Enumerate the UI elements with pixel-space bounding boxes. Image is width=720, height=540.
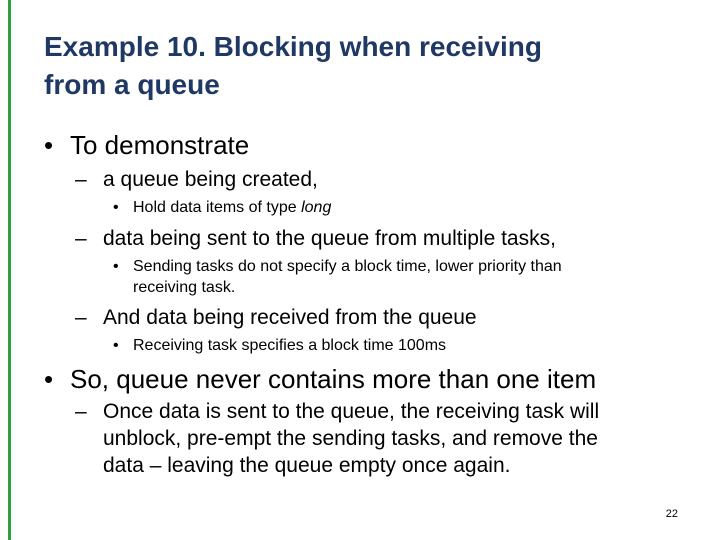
bullet-l1 xyxy=(44,364,596,394)
bullet-marker: • xyxy=(44,364,54,394)
bullet-text-prefix: Hold data items of type xyxy=(133,199,302,216)
bullet-l3 xyxy=(113,256,562,298)
bullet-marker: – xyxy=(75,227,87,250)
bullet-text-line-2: receiving task. xyxy=(133,279,236,296)
page-number: 22 xyxy=(665,508,678,520)
title-line-1: Example 10. Blocking when receiving xyxy=(44,31,542,62)
bullet-text-line-3: data – leaving the queue empty once again. xyxy=(103,454,511,477)
bullet-l2 xyxy=(75,304,477,331)
bullet-marker: • xyxy=(113,258,119,275)
bullet-text: data being sent to the queue from multiple tasks, xyxy=(103,227,556,250)
bullet-l2 xyxy=(75,166,318,193)
bullet-l3 xyxy=(113,335,446,356)
bullet-marker: – xyxy=(75,400,87,423)
bullet-l3 xyxy=(113,197,331,218)
bullet-text xyxy=(133,197,331,218)
bullet-marker: • xyxy=(44,130,54,160)
bullet-marker: • xyxy=(113,199,119,216)
bullet-marker: • xyxy=(113,337,119,354)
bullet-text-line-1: Sending tasks do not specify a block time, lower priority than xyxy=(133,258,562,275)
bullet-text: a queue being created, xyxy=(103,168,318,191)
bullet-l2 xyxy=(75,398,599,479)
bullet-marker: – xyxy=(75,306,87,329)
bullet-text: To demonstrate xyxy=(70,130,250,160)
bullet-text-line-1: Once data is sent to the queue, the receiving task will xyxy=(103,400,600,423)
bullet-text: Receiving task specifies a block time 100ms xyxy=(133,337,447,354)
title-line-2: from a queue xyxy=(44,69,220,100)
bullet-marker: – xyxy=(75,168,87,191)
bullet-text: And data being received from the queue xyxy=(103,306,477,329)
bullet-text-line-2: unblock, pre-empt the sending tasks, and remove the xyxy=(103,427,598,450)
bullet-l2 xyxy=(75,225,556,252)
bullet-text-italic: long xyxy=(301,199,332,216)
bullet-text: So, queue never contains more than one item xyxy=(70,364,597,394)
bullet-l1 xyxy=(44,130,249,160)
